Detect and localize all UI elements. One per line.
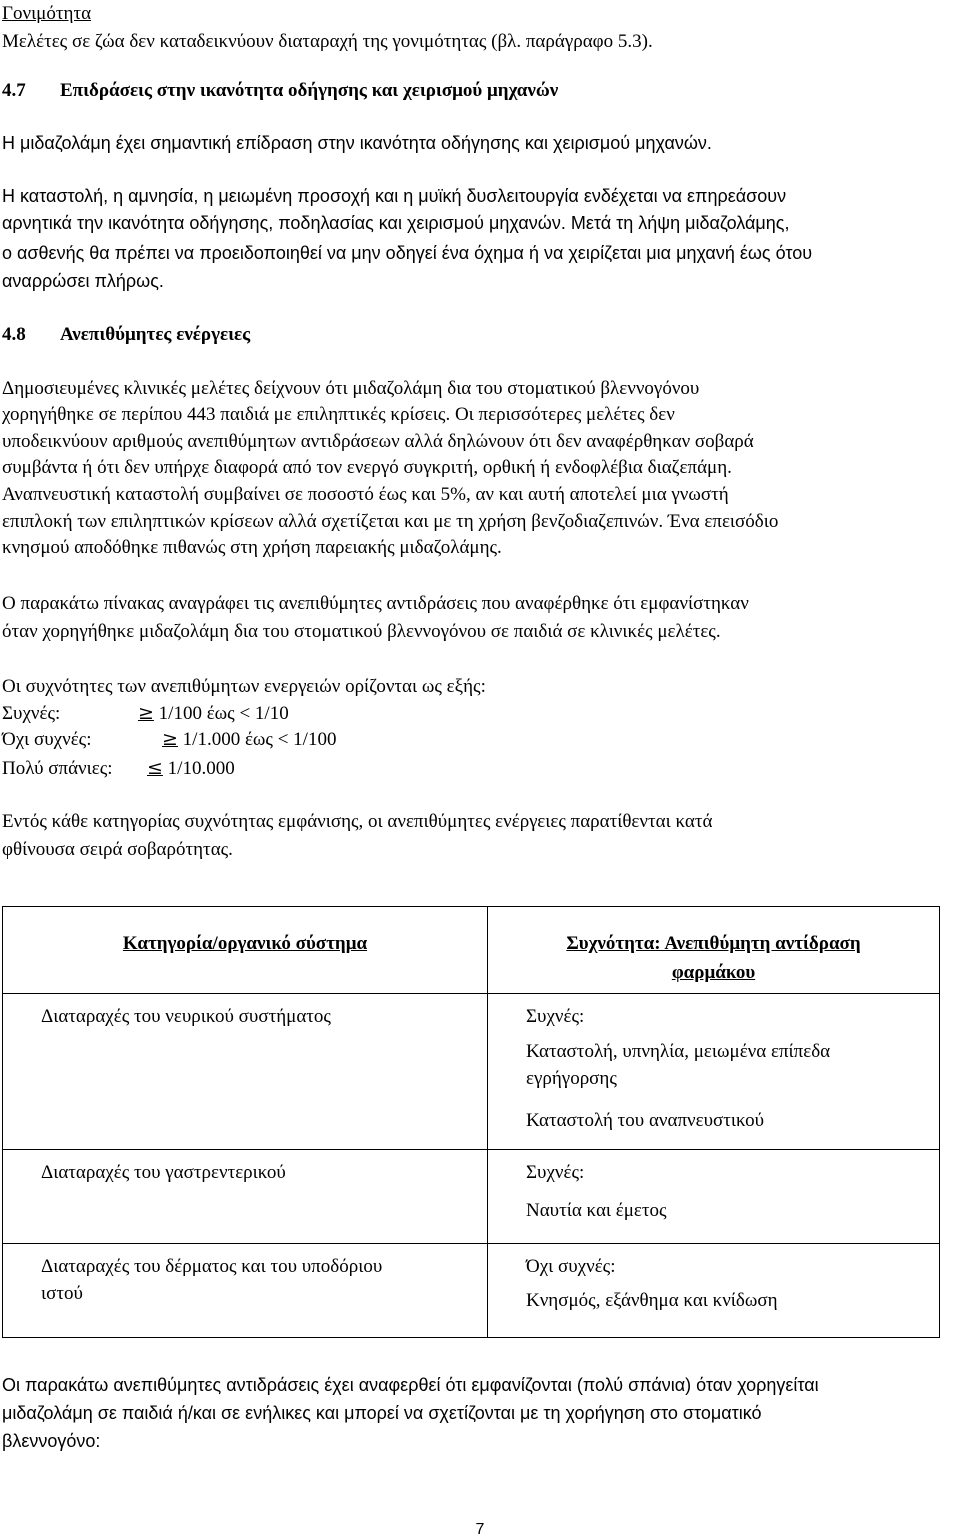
- paragraph-line: χορηγήθηκε σε περίπου 443 παιδιά με επιληπτικές κρίσεις. Οι περισσότερες μελέτες δεν: [2, 404, 675, 425]
- paragraph-line: κνησμού αποδόθηκε πιθανώς στη χρήση παρειακής μιδαζολάμης.: [2, 537, 502, 558]
- table-header-cell: [3, 907, 488, 994]
- greater-equal-symbol: ≥: [162, 728, 178, 750]
- frequency-definition: [2, 757, 235, 780]
- reaction-text: Καταστολή, υπνηλία, μειωμένα επίπεδα: [526, 1041, 831, 1062]
- paragraph-line: συμβάντα ή ότι δεν υπήρχε διαφορά από τον ενεργό συγκριτή, ορθική ή ενδοφλέβια διαζεπάμη.: [2, 457, 732, 478]
- frequency-label: Πολύ σπάνιες:: [2, 758, 113, 779]
- paragraph-line: Εντός κάθε κατηγορίας συχνότητας εμφάνισης, οι ανεπιθύμητες ενέργειες παρατίθενται κατά: [2, 811, 713, 832]
- paragraph-line: μιδαζολάμη σε παιδιά ή/και σε ενήλικες και μπορεί να σχετίζονται με τη χορήγηση στο στοματικό: [2, 1403, 762, 1423]
- table-row: [3, 994, 940, 1150]
- system-cell: [3, 1150, 488, 1244]
- section-4-8-heading: [2, 324, 250, 346]
- table-row: [3, 1150, 940, 1244]
- adverse-reactions-table: [2, 906, 940, 1338]
- reaction-text: εγρήγορσης: [526, 1068, 617, 1089]
- system-cell: [3, 994, 488, 1150]
- system-name: Διαταραχές του δέρματος και του υποδόριου: [41, 1256, 383, 1277]
- paragraph-line: Δημοσιευμένες κλινικές μελέτες δείχνουν ότι μιδαζολάμη δια του στοματικού βλεννογόνου: [2, 378, 700, 399]
- frequency-definition: [2, 702, 289, 725]
- frequency-definition: [2, 728, 336, 751]
- table-header-row: [3, 907, 940, 994]
- system-name: Διαταραχές του νευρικού συστήματος: [41, 1006, 331, 1027]
- paragraph-line: όταν χορηγήθηκε μιδαζολάμη δια του στοματικού βλεννογόνου σε παιδιά σε κλινικές μελέτες.: [2, 621, 721, 642]
- section-number: 4.7: [2, 80, 26, 101]
- paragraph-line: ο ασθενής θα πρέπει να προειδοποιηθεί να μην οδηγεί ένα όχημα ή να χειρίζεται μια μηχανή έως ότου: [2, 243, 813, 263]
- frequency-label: Συχνές:: [526, 1162, 585, 1183]
- paragraph-line: αρνητικά την ικανότητα οδήγησης, ποδηλασίας και χειρισμού μηχανών. Μετά τη λήψη μιδαζολάμης,: [2, 213, 790, 233]
- fertility-heading: Γονιμότητα: [2, 3, 92, 24]
- greater-equal-symbol: ≥: [138, 702, 154, 724]
- page-number: 7: [475, 1521, 485, 1538]
- frequency-intro: Οι συχνότητες των ανεπιθύμητων ενεργειών ορίζονται ως εξής:: [2, 676, 486, 697]
- section-title: Ανεπιθύμητες ενέργειες: [60, 324, 251, 345]
- header-line: Συχνότητα: Ανεπιθύμητη αντίδραση: [566, 933, 861, 954]
- reaction-text: Ναυτία και έμετος: [526, 1200, 667, 1221]
- fertility-text: Μελέτες σε ζώα δεν καταδεικνύουν διαταραχή της γονιμότητας (βλ. παράγραφο 5.3).: [2, 31, 653, 52]
- header-line: φαρμάκου: [671, 962, 756, 983]
- paragraph-line: φθίνουσα σειρά σοβαρότητας.: [2, 839, 233, 860]
- paragraph-line: Αναπνευστική καταστολή συμβαίνει σε ποσοστό έως και 5%, αν και αυτή αποτελεί μια γνωστή: [2, 484, 729, 505]
- paragraph-line: επιπλοκή των επιληπτικών κρίσεων αλλά σχετίζεται και με τη χρήση βενζοδιαζεπινών. Ένα επεισόδιο: [2, 511, 779, 532]
- paragraph-line: Ο παρακάτω πίνακας αναγράφει τις ανεπιθύμητες αντιδράσεις που αναφέρθηκε ότι εμφανίστηκαν: [2, 593, 749, 614]
- section-number: 4.8: [2, 324, 26, 345]
- less-equal-symbol: ≤: [147, 757, 163, 779]
- system-name: Διαταραχές του γαστρεντερικού: [41, 1162, 286, 1183]
- frequency-label: Όχι συχνές:: [2, 729, 92, 750]
- reaction-cell: [488, 1150, 940, 1244]
- paragraph-line: αναρρώσει πλήρως.: [2, 271, 164, 291]
- system-name: ιστού: [41, 1283, 83, 1304]
- frequency-label: Συχνές:: [2, 703, 61, 724]
- paragraph-line: βλεννογόνο:: [2, 1431, 101, 1451]
- frequency-range: 1/1.000 έως < 1/100: [182, 729, 337, 750]
- frequency-range: 1/10.000: [167, 758, 235, 779]
- frequency-range: 1/100 έως < 1/10: [158, 703, 289, 724]
- frequency-label: Συχνές:: [526, 1006, 585, 1027]
- section-title: Επιδράσεις στην ικανότητα οδήγησης και χειρισμού μηχανών: [60, 80, 559, 101]
- header-system-class: Κατηγορία/οργανικό σύστημα: [122, 933, 368, 954]
- paragraph-line: Οι παρακάτω ανεπιθύμητες αντιδράσεις έχει αναφερθεί ότι εμφανίζονται (πολύ σπάνια) όταν χορηγείται: [2, 1375, 819, 1395]
- reaction-text: Καταστολή του αναπνευστικού: [526, 1110, 765, 1131]
- section-4-7-heading: [2, 80, 558, 102]
- frequency-label: Όχι συχνές:: [526, 1256, 616, 1277]
- system-cell: [3, 1244, 488, 1338]
- paragraph-line: υποδεικνύουν αριθμούς ανεπιθύμητων αντιδράσεων αλλά δηλώνουν ότι δεν αναφέρθηκαν σοβαρά: [2, 431, 754, 452]
- header-frequency: [488, 907, 939, 987]
- table-header-cell: [488, 907, 940, 994]
- paragraph-line: Η καταστολή, η αμνησία, η μειωμένη προσοχή και η μυϊκή δυσλειτουργία ενδέχεται να επηρεάσουν: [2, 186, 787, 206]
- reaction-cell: [488, 994, 940, 1150]
- table-row: [3, 1244, 940, 1338]
- section-4-7-intro: Η μιδαζολάμη έχει σημαντική επίδραση στην ικανότητα οδήγησης και χειρισμού μηχανών.: [2, 133, 712, 153]
- reaction-cell: [488, 1244, 940, 1338]
- reaction-text: Κνησμός, εξάνθημα και κνίδωση: [526, 1290, 778, 1311]
